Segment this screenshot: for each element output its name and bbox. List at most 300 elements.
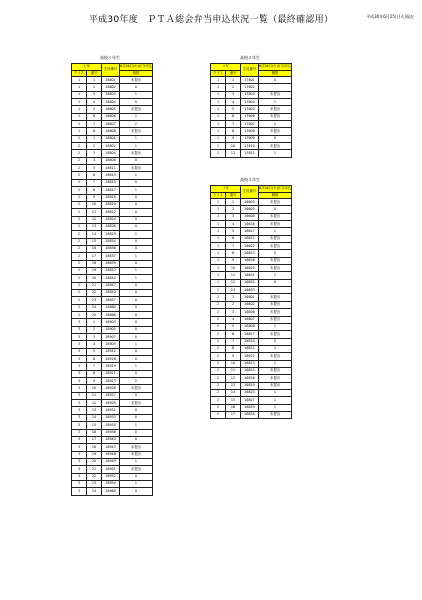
order-count-cell: 1 <box>120 135 153 142</box>
class-cell: 2 <box>72 150 87 157</box>
number-cell: 3 <box>226 91 241 98</box>
student-id-cell: 18949 <box>102 458 120 465</box>
student-id-cell: 16817 <box>241 331 259 338</box>
number-cell: 4 <box>226 316 241 323</box>
number-cell: 25 <box>87 312 102 319</box>
number-cell: 1 <box>226 294 241 301</box>
class-cell: 3 <box>72 458 87 465</box>
number-cell: 1 <box>226 77 241 84</box>
student-id-cell: 18923 <box>102 378 120 385</box>
table-row <box>72 348 153 355</box>
class-cell: 1 <box>72 106 87 113</box>
table-row <box>211 309 292 316</box>
table-row <box>72 179 153 186</box>
table-row <box>72 282 153 289</box>
student-id-cell: 16801 <box>241 294 259 301</box>
class-cell: 2 <box>72 179 87 186</box>
student-id-cell: 16605 <box>241 206 259 213</box>
grade-label: １年 <box>72 64 102 71</box>
class-cell: 1 <box>211 243 226 250</box>
class-cell: 1 <box>211 279 226 286</box>
order-count-cell: 未提出 <box>259 235 292 242</box>
student-id-cell: 18608 <box>102 128 120 135</box>
student-id-cell: 18836 <box>102 245 120 252</box>
table-row <box>72 253 153 260</box>
student-id-cell: 18604 <box>102 99 120 106</box>
order-count-cell: 0 <box>120 326 153 333</box>
order-count-cell: 0 <box>120 392 153 399</box>
table-row <box>72 326 153 333</box>
number-cell: 5 <box>87 348 102 355</box>
table-row <box>211 206 292 213</box>
class-cell: 2 <box>211 294 226 301</box>
student-id-cell: 17605 <box>241 106 259 113</box>
table-row <box>211 150 292 157</box>
table-row <box>211 257 292 264</box>
order-count-cell: 1 <box>259 99 292 106</box>
order-count-cell: 未提出 <box>120 444 153 451</box>
table-row <box>72 319 153 326</box>
number-cell: 18 <box>87 260 102 267</box>
count-header: 個数 <box>259 193 292 199</box>
class-cell: 1 <box>72 99 87 106</box>
table-row <box>72 356 153 363</box>
table-row <box>72 444 153 451</box>
student-id-cell: 18927 <box>102 392 120 399</box>
class-cell: 3 <box>72 341 87 348</box>
number-cell: 15 <box>226 397 241 404</box>
student-id-cell: 18916 <box>102 356 120 363</box>
student-id-cell: 18834 <box>102 238 120 245</box>
number-cell: 19 <box>87 451 102 458</box>
number-cell: 2 <box>87 143 102 150</box>
number-cell: 3 <box>87 334 102 341</box>
student-id-cell: 18602 <box>102 84 120 91</box>
table-row <box>72 187 153 194</box>
number-cell: 16 <box>87 245 102 252</box>
number-cell: 2 <box>87 326 102 333</box>
number-cell: 24 <box>87 304 102 311</box>
student-number-header: 生徒番号 <box>102 64 120 77</box>
table-row <box>72 414 153 421</box>
class-cell: 3 <box>72 392 87 399</box>
table-row <box>72 473 153 480</box>
order-count-cell: 1 <box>120 363 153 370</box>
number-cell: 14 <box>87 231 102 238</box>
student-id-cell: 16816 <box>241 375 259 382</box>
number-cell: 8 <box>226 345 241 352</box>
table-row <box>72 245 153 252</box>
table-row <box>211 265 292 272</box>
table-row <box>211 323 292 330</box>
order-count-cell: 1 <box>259 345 292 352</box>
table-row <box>211 235 292 242</box>
order-count-cell: 0 <box>120 297 153 304</box>
table-row <box>72 209 153 216</box>
class-cell: 2 <box>72 253 87 260</box>
table-row <box>72 223 153 230</box>
student-id-cell: 16633 <box>241 287 259 294</box>
class-cell: 3 <box>72 473 87 480</box>
grade2-title: 高校２年生 <box>240 55 260 60</box>
class-cell: 2 <box>72 187 87 194</box>
order-count-cell: 1 <box>259 121 292 128</box>
student-id-cell: 18847 <box>102 282 120 289</box>
number-cell: 7 <box>226 121 241 128</box>
order-count-cell: 未提出 <box>259 213 292 220</box>
student-id-cell: 16628 <box>241 257 259 264</box>
number-cell: 3 <box>87 91 102 98</box>
number-cell: 11 <box>87 209 102 216</box>
order-count-cell: 2 <box>120 378 153 385</box>
table-row <box>211 397 292 404</box>
number-cell: 12 <box>226 375 241 382</box>
order-count-cell: 1 <box>259 360 292 367</box>
student-id-cell: 16819 <box>241 382 259 389</box>
class-cell: 2 <box>211 367 226 374</box>
class-cell: 1 <box>211 84 226 91</box>
student-id-cell: 16807 <box>241 316 259 323</box>
number-cell: 23 <box>87 480 102 487</box>
class-cell: 1 <box>211 228 226 235</box>
table-row <box>72 378 153 385</box>
order-count-cell: 0 <box>120 245 153 252</box>
student-id-cell: 18946 <box>102 451 120 458</box>
class-cell: 3 <box>72 407 87 414</box>
student-id-cell: 18931 <box>102 407 120 414</box>
number-cell: 7 <box>87 363 102 370</box>
number-cell: 6 <box>226 113 241 120</box>
class-cell: 2 <box>72 304 87 311</box>
order-count-cell: 0 <box>120 157 153 164</box>
table-row <box>211 389 292 396</box>
table-row <box>72 172 153 179</box>
number-cell: 7 <box>226 243 241 250</box>
order-count-cell: 0 <box>120 282 153 289</box>
number-cell: 17 <box>87 253 102 260</box>
number-cell: 12 <box>87 216 102 223</box>
class-cell: 2 <box>72 282 87 289</box>
student-id-cell: 16834 <box>241 411 259 418</box>
student-id-cell: 18943 <box>102 444 120 451</box>
class-cell: 1 <box>211 265 226 272</box>
order-count-cell: 0 <box>120 436 153 443</box>
number-cell: 5 <box>226 323 241 330</box>
table-row <box>211 84 292 91</box>
number-cell: 12 <box>87 400 102 407</box>
class-cell: 2 <box>211 323 226 330</box>
table-row <box>72 429 153 436</box>
table-row <box>72 422 153 429</box>
table-row <box>72 260 153 267</box>
class-cell: 3 <box>72 400 87 407</box>
student-id-cell: 18804 <box>102 150 120 157</box>
report-date: 平成30年6月25日(火)現在 <box>366 14 414 19</box>
class-cell: 1 <box>72 84 87 91</box>
student-id-cell: 16814 <box>241 367 259 374</box>
order-count-cell: 未提出 <box>259 367 292 374</box>
class-cell: 3 <box>72 319 87 326</box>
number-cell: 11 <box>226 367 241 374</box>
class-cell: 2 <box>72 297 87 304</box>
student-id-cell: 16608 <box>241 213 259 220</box>
number-cell: 10 <box>87 201 102 208</box>
class-cell: 2 <box>72 172 87 179</box>
order-count-cell: 未提出 <box>259 331 292 338</box>
table-row <box>72 370 153 377</box>
number-cell: 21 <box>87 282 102 289</box>
order-count-cell: 未提出 <box>120 128 153 135</box>
number-cell: 5 <box>226 228 241 235</box>
order-count-cell: 0 <box>120 414 153 421</box>
order-count-cell: 1 <box>120 275 153 282</box>
class-cell: 2 <box>72 216 87 223</box>
number-cell: 17 <box>226 411 241 418</box>
student-id-cell: 18811 <box>102 165 120 172</box>
class-cell: 2 <box>72 289 87 296</box>
number-cell: 3 <box>226 213 241 220</box>
table-row <box>211 375 292 382</box>
class-cell: 2 <box>72 223 87 230</box>
order-count-cell: 未提出 <box>120 150 153 157</box>
student-id-cell: 16806 <box>241 309 259 316</box>
order-count-cell: 0 <box>120 488 153 495</box>
number-cell: 15 <box>87 238 102 245</box>
class-cell: 2 <box>211 404 226 411</box>
order-count-cell: 1 <box>259 404 292 411</box>
class-cell: 2 <box>211 309 226 316</box>
table-row <box>72 121 153 128</box>
table-row <box>72 267 153 274</box>
order-count-cell: 0 <box>120 319 153 326</box>
order-count-cell: 1 <box>120 113 153 120</box>
number-cell: 2 <box>226 84 241 91</box>
number-cell: 5 <box>87 165 102 172</box>
table-row <box>211 382 292 389</box>
number-cell: 10 <box>226 360 241 367</box>
student-id-cell: 18907 <box>102 334 120 341</box>
student-id-cell: 18605 <box>102 106 120 113</box>
order-count-cell: 1 <box>120 253 153 260</box>
number-cell: 13 <box>87 223 102 230</box>
number-cell: 11 <box>226 150 241 157</box>
class-cell: 3 <box>72 488 87 495</box>
student-id-cell: 17611 <box>241 150 259 157</box>
class-cell: 1 <box>211 199 226 206</box>
order-count-cell: 0 <box>120 209 153 216</box>
number-cell: 9 <box>226 257 241 264</box>
class-cell: 2 <box>72 157 87 164</box>
number-cell: 22 <box>87 473 102 480</box>
student-id-cell: 18935 <box>102 422 120 429</box>
student-id-cell: 16811 <box>241 345 259 352</box>
order-count-cell: 0 <box>120 238 153 245</box>
order-count-cell: 0 <box>259 279 292 286</box>
class-cell: 2 <box>72 245 87 252</box>
class-cell: 1 <box>211 113 226 120</box>
number-cell: 1 <box>226 199 241 206</box>
number-cell: 2 <box>226 206 241 213</box>
student-id-cell: 18607 <box>102 121 120 128</box>
count-header: 個数 <box>120 71 153 77</box>
class-cell: 3 <box>72 334 87 341</box>
student-id-cell: 17606 <box>241 113 259 120</box>
number-cell: 1 <box>87 77 102 84</box>
student-id-cell: 18909 <box>102 341 120 348</box>
order-count-cell: 未提出 <box>120 466 153 473</box>
number-cell: 24 <box>87 488 102 495</box>
order-count-cell: 0 <box>120 473 153 480</box>
student-id-cell: 17607 <box>241 121 259 128</box>
student-id-cell: 16802 <box>241 301 259 308</box>
table-row <box>211 121 292 128</box>
order-count-cell: 未提出 <box>259 411 292 418</box>
grade3-body <box>211 199 292 419</box>
number-cell: 10 <box>87 385 102 392</box>
order-count-cell: 0 <box>259 250 292 257</box>
class-cell: 3 <box>72 422 87 429</box>
student-id-cell: 16616 <box>241 221 259 228</box>
student-id-cell: 18826 <box>102 223 120 230</box>
class-header: クラス <box>211 193 226 199</box>
table-row <box>72 407 153 414</box>
table-row <box>72 341 153 348</box>
order-count-cell: 0 <box>120 429 153 436</box>
number-cell: 1 <box>87 135 102 142</box>
table-row <box>72 238 153 245</box>
class-cell: 1 <box>211 121 226 128</box>
class-cell: 3 <box>72 436 87 443</box>
number-cell: 21 <box>87 466 102 473</box>
class-cell: 2 <box>211 382 226 389</box>
class-cell: 1 <box>211 91 226 98</box>
number-cell: 13 <box>87 407 102 414</box>
order-count-cell: 未提出 <box>120 385 153 392</box>
student-id-cell: 18850 <box>102 289 120 296</box>
table-row <box>72 458 153 465</box>
class-cell: 1 <box>211 143 226 150</box>
order-count-cell: 0 <box>120 370 153 377</box>
number-cell: 2 <box>87 84 102 91</box>
table-row <box>211 77 292 84</box>
student-id-cell: 18912 <box>102 348 120 355</box>
number-cell: 2 <box>226 301 241 308</box>
student-id-cell: 18940 <box>102 436 120 443</box>
order-count-cell: 未提出 <box>259 221 292 228</box>
class-cell: 1 <box>211 150 226 157</box>
order-count-cell: 1 <box>120 187 153 194</box>
student-number-header: 生徒番号 <box>241 186 259 199</box>
student-id-cell: 16603 <box>241 199 259 206</box>
table-row <box>72 289 153 296</box>
number-cell: 15 <box>87 422 102 429</box>
class-cell: 3 <box>72 451 87 458</box>
table-row <box>72 400 153 407</box>
number-cell: 7 <box>226 338 241 345</box>
class-cell: 1 <box>211 206 226 213</box>
order-count-cell: 0 <box>120 99 153 106</box>
class-cell: 1 <box>72 91 87 98</box>
table-row <box>72 466 153 473</box>
table-row <box>72 334 153 341</box>
order-count-cell: 1 <box>120 458 153 465</box>
table-row <box>211 243 292 250</box>
table-row <box>211 279 292 286</box>
number-cell: 9 <box>226 135 241 142</box>
student-id-cell: 16622 <box>241 243 259 250</box>
class-cell: 1 <box>211 99 226 106</box>
class-cell: 3 <box>72 378 87 385</box>
class-cell: 1 <box>211 77 226 84</box>
number-cell: 8 <box>87 187 102 194</box>
table-row <box>72 451 153 458</box>
student-id-cell: 16617 <box>241 228 259 235</box>
number-cell: 20 <box>87 458 102 465</box>
order-count-cell: 未提出 <box>259 353 292 360</box>
table-row <box>72 363 153 370</box>
student-id-cell: 16810 <box>241 338 259 345</box>
student-id-cell: 18860 <box>102 304 120 311</box>
order-count-cell: 未提出 <box>259 243 292 250</box>
student-id-cell: 16812 <box>241 353 259 360</box>
class-cell: 2 <box>211 353 226 360</box>
student-id-cell: 16813 <box>241 360 259 367</box>
table-row <box>72 135 153 142</box>
table-row <box>72 201 153 208</box>
number-cell: 14 <box>87 414 102 421</box>
table-row <box>72 436 153 443</box>
table-row <box>72 77 153 84</box>
table-row <box>72 297 153 304</box>
table-row <box>211 331 292 338</box>
student-id-cell: 18839 <box>102 260 120 267</box>
class-cell: 1 <box>211 221 226 228</box>
number-cell: 4 <box>87 157 102 164</box>
table-row <box>211 411 292 418</box>
class-cell: 3 <box>72 348 87 355</box>
number-cell: 16 <box>87 429 102 436</box>
student-id-cell: 18857 <box>102 297 120 304</box>
student-id-cell: 18801 <box>102 135 120 142</box>
order-count-cell: 未提出 <box>259 91 292 98</box>
number-cell: 9 <box>87 378 102 385</box>
table-row <box>72 113 153 120</box>
student-id-cell: 17603 <box>241 91 259 98</box>
number-cell: 18 <box>87 444 102 451</box>
number-cell: 11 <box>87 392 102 399</box>
table-row <box>72 304 153 311</box>
table-row <box>211 338 292 345</box>
order-count-cell: 未提出 <box>259 316 292 323</box>
class-cell: 2 <box>211 397 226 404</box>
class-cell: 1 <box>211 135 226 142</box>
student-id-cell: 18829 <box>102 231 120 238</box>
student-id-cell: 18866 <box>102 312 120 319</box>
order-count-cell: 0 <box>120 194 153 201</box>
table-row <box>211 106 292 113</box>
order-count-cell: 0 <box>120 201 153 208</box>
table-row <box>72 91 153 98</box>
class-cell: 3 <box>72 385 87 392</box>
count-header: 個数 <box>259 71 292 77</box>
number-cell: 12 <box>226 279 241 286</box>
student-id-cell: 17610 <box>241 143 259 150</box>
class-cell: 1 <box>211 287 226 294</box>
student-id-cell: 18813 <box>102 172 120 179</box>
order-date-header: 6月26日(火)弁当申込 <box>120 64 153 71</box>
order-count-cell: 0 <box>120 356 153 363</box>
class-cell: 2 <box>211 301 226 308</box>
